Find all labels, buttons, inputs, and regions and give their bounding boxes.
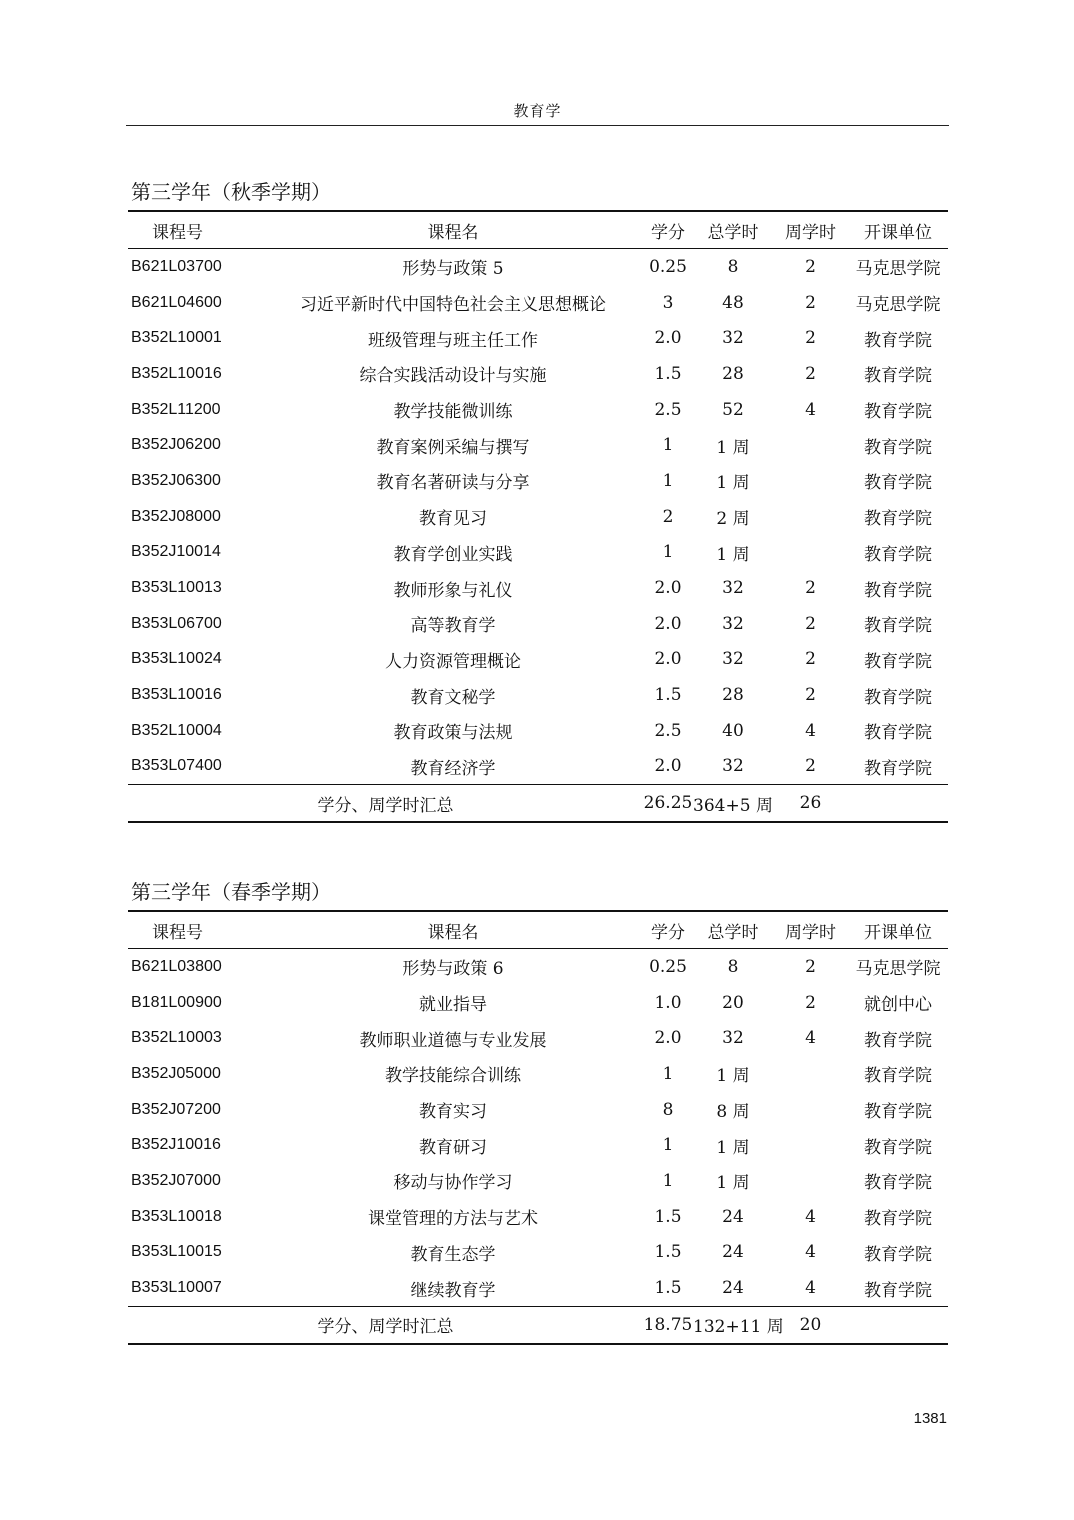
- cell-unit: 教育学院: [864, 509, 932, 530]
- table-body: [128, 949, 948, 1307]
- table-row: [128, 642, 948, 678]
- cell-weekly-hours: [773, 463, 848, 499]
- section-title: 第三学年（秋季学期）: [131, 180, 331, 204]
- cell-credit: 2: [662, 506, 674, 527]
- cell-credit: 1.0: [654, 992, 682, 1013]
- summary-row: [128, 785, 948, 822]
- cell-unit: 教育学院: [864, 651, 932, 672]
- table-row: [128, 1235, 948, 1271]
- cell-total-hours: 48: [722, 292, 744, 313]
- cell-course-code: B353L10016: [131, 686, 222, 704]
- cell-weekly-hours: [773, 1092, 848, 1128]
- cell-weekly-hours: 4: [805, 399, 816, 420]
- cell-weekly-hours: [773, 1127, 848, 1163]
- cell-total-hours: 8: [727, 956, 739, 977]
- cell-course-name: 教育政策与法规: [393, 723, 513, 744]
- cell-course-name: 教师形象与礼仪: [393, 580, 513, 601]
- cell-total-hours: 32: [722, 756, 744, 777]
- cell-credit: 1.5: [654, 1278, 682, 1299]
- cell-total-hours: 1 周: [716, 473, 750, 494]
- cell-total-hours: 1 周: [716, 1137, 750, 1158]
- cell-total-hours: 8 周: [716, 1102, 750, 1123]
- cell-weekly-hours: [773, 535, 848, 571]
- cell-credit: 1.5: [654, 1242, 682, 1263]
- table-row: [128, 1163, 948, 1199]
- column-header-credit: 学分: [643, 911, 693, 949]
- cell-course-name: 班级管理与班主任工作: [368, 330, 538, 351]
- table-row: [128, 1127, 948, 1163]
- cell-course-name: 教育实习: [419, 1102, 487, 1123]
- summary-credit: 26.25: [643, 785, 693, 822]
- cell-course-code: B181L00900: [131, 993, 222, 1011]
- cell-total-hours: 32: [722, 1028, 744, 1049]
- page-number: 1381: [913, 1410, 947, 1427]
- cell-unit: 马克思学院: [855, 295, 941, 316]
- cell-unit: 教育学院: [864, 616, 932, 637]
- cell-course-name: 形势与政策 5: [402, 259, 504, 280]
- column-header-name: 课程名: [263, 911, 643, 949]
- spring-semester-section: [128, 878, 948, 1345]
- cell-unit: 教育学院: [864, 1173, 932, 1194]
- cell-weekly-hours: 2: [805, 292, 816, 313]
- cell-total-hours: 1 周: [716, 1173, 750, 1194]
- cell-unit: 教育学院: [864, 1244, 932, 1265]
- cell-course-name: 教育文秘学: [410, 687, 496, 708]
- cell-course-name: 就业指导: [419, 995, 487, 1016]
- cell-total-hours: 28: [722, 363, 744, 384]
- cell-credit: 1: [662, 542, 674, 563]
- cell-total-hours: 20: [722, 992, 744, 1013]
- cell-course-name: 综合实践活动设计与实施: [359, 366, 547, 387]
- cell-credit: 2.0: [654, 613, 682, 634]
- cell-weekly-hours: 2: [805, 363, 816, 384]
- cell-weekly-hours: 4: [805, 1028, 816, 1049]
- cell-course-code: B353L10018: [131, 1207, 222, 1225]
- cell-course-code: B353L06700: [131, 614, 222, 632]
- table-row: [128, 1020, 948, 1056]
- cell-credit: 8: [662, 1099, 674, 1120]
- summary-unit: [848, 1306, 948, 1343]
- table-row: [128, 949, 948, 985]
- summary-total-hours: 364+5 周: [693, 785, 773, 822]
- cell-weekly-hours: 2: [805, 613, 816, 634]
- cell-unit: 马克思学院: [855, 259, 941, 280]
- cell-total-hours: 8: [727, 256, 739, 277]
- column-header-code: 课程号: [128, 911, 263, 949]
- cell-course-code: B352J07200: [131, 1100, 221, 1118]
- cell-total-hours: 32: [722, 613, 744, 634]
- section-title: 第三学年（春季学期）: [131, 880, 331, 904]
- table-row: [128, 499, 948, 535]
- cell-unit: 教育学院: [864, 1102, 932, 1123]
- summary-weekly-hours: 20: [773, 1306, 848, 1343]
- cell-weekly-hours: 2: [805, 992, 816, 1013]
- cell-course-name: 教育见习: [419, 509, 487, 530]
- summary-label: 学分、周学时汇总: [128, 785, 643, 822]
- cell-course-code: B352J08000: [131, 507, 221, 525]
- cell-credit: 1.5: [654, 685, 682, 706]
- column-header-name: 课程名: [263, 211, 643, 249]
- cell-course-name: 继续教育学: [410, 1280, 496, 1301]
- cell-course-code: B621L03700: [131, 257, 222, 275]
- cell-course-code: B352J05000: [131, 1064, 221, 1082]
- cell-weekly-hours: 4: [805, 1242, 816, 1263]
- cell-total-hours: 24: [722, 1206, 744, 1227]
- cell-unit: 教育学院: [864, 1030, 932, 1051]
- cell-weekly-hours: 2: [805, 649, 816, 670]
- cell-credit: 0.25: [649, 256, 687, 277]
- cell-total-hours: 40: [722, 720, 744, 741]
- table-row: [128, 985, 948, 1021]
- cell-total-hours: 32: [722, 649, 744, 670]
- cell-total-hours: 1 周: [716, 544, 750, 565]
- table-row: [128, 1056, 948, 1092]
- cell-total-hours: 2 周: [716, 509, 750, 530]
- cell-unit: 教育学院: [864, 1209, 932, 1230]
- course-table: [128, 210, 948, 823]
- table-body: [128, 249, 948, 785]
- cell-weekly-hours: 4: [805, 1206, 816, 1227]
- cell-credit: 2.0: [654, 649, 682, 670]
- cell-weekly-hours: 2: [805, 578, 816, 599]
- column-header-total-hours: 总学时: [693, 211, 773, 249]
- cell-unit: 教育学院: [864, 1280, 932, 1301]
- table-row: [128, 392, 948, 428]
- cell-course-code: B352J10016: [131, 1136, 221, 1154]
- cell-course-code: B621L04600: [131, 293, 222, 311]
- cell-course-name: 教师职业道德与专业发展: [359, 1030, 547, 1051]
- table-row: [128, 677, 948, 713]
- table-row: [128, 1270, 948, 1306]
- table-row: [128, 463, 948, 499]
- cell-credit: 2.0: [654, 756, 682, 777]
- cell-unit: 教育学院: [864, 330, 932, 351]
- cell-unit: 教育学院: [864, 1137, 932, 1158]
- cell-course-code: B352L10016: [131, 364, 222, 382]
- column-header-credit: 学分: [643, 211, 693, 249]
- summary-row: [128, 1306, 948, 1343]
- cell-course-name: 教育经济学: [410, 758, 496, 779]
- cell-unit: 马克思学院: [855, 959, 941, 980]
- cell-course-code: B352L10003: [131, 1029, 222, 1047]
- cell-weekly-hours: 4: [805, 720, 816, 741]
- cell-credit: 1.5: [654, 1206, 682, 1227]
- summary-weekly-hours: 26: [773, 785, 848, 822]
- cell-weekly-hours: 2: [805, 328, 816, 349]
- cell-course-name: 教育研习: [419, 1137, 487, 1158]
- cell-credit: 0.25: [649, 956, 687, 977]
- cell-unit: 教育学院: [864, 366, 932, 387]
- cell-credit: 1: [662, 1135, 674, 1156]
- cell-course-name: 高等教育学: [410, 616, 496, 637]
- cell-weekly-hours: 2: [805, 756, 816, 777]
- running-header: 教育学: [126, 100, 949, 126]
- cell-credit: 1: [662, 1063, 674, 1084]
- cell-weekly-hours: [773, 1163, 848, 1199]
- cell-course-name: 人力资源管理概论: [385, 651, 521, 672]
- cell-course-code: B353L10024: [131, 650, 222, 668]
- course-table: [128, 910, 948, 1345]
- cell-unit: 就创中心: [864, 995, 932, 1016]
- column-header-unit: 开课单位: [848, 911, 948, 949]
- cell-course-code: B621L03800: [131, 957, 222, 975]
- cell-total-hours: 32: [722, 328, 744, 349]
- cell-course-code: B352J06200: [131, 436, 221, 454]
- cell-credit: 2.0: [654, 328, 682, 349]
- cell-credit: 1: [662, 470, 674, 491]
- cell-total-hours: 24: [722, 1278, 744, 1299]
- table-row: [128, 570, 948, 606]
- cell-credit: 2.5: [654, 399, 682, 420]
- cell-credit: 2.0: [654, 1028, 682, 1049]
- cell-weekly-hours: 4: [805, 1278, 816, 1299]
- cell-course-name: 教学技能综合训练: [385, 1066, 521, 1087]
- cell-course-code: B353L07400: [131, 757, 222, 775]
- column-header-total-hours: 总学时: [693, 911, 773, 949]
- cell-course-code: B352J07000: [131, 1171, 221, 1189]
- cell-weekly-hours: 2: [805, 956, 816, 977]
- cell-course-code: B353L10007: [131, 1279, 222, 1297]
- table-row: [128, 1092, 948, 1128]
- table-row: [128, 1199, 948, 1235]
- summary-unit: [848, 785, 948, 822]
- cell-weekly-hours: 2: [805, 685, 816, 706]
- cell-unit: 教育学院: [864, 437, 932, 458]
- table-header-row: [128, 911, 948, 949]
- cell-course-name: 教育学创业实践: [393, 544, 513, 565]
- cell-total-hours: 1 周: [716, 1066, 750, 1087]
- cell-course-code: B353L10015: [131, 1243, 222, 1261]
- column-header-code: 课程号: [128, 211, 263, 249]
- column-header-unit: 开课单位: [848, 211, 948, 249]
- cell-course-name: 课堂管理的方法与艺术: [368, 1209, 538, 1230]
- cell-weekly-hours: 2: [805, 256, 816, 277]
- cell-credit: 1: [662, 1170, 674, 1191]
- cell-credit: 1: [662, 435, 674, 456]
- table-row: [128, 606, 948, 642]
- cell-credit: 3: [662, 292, 674, 313]
- cell-course-name: 习近平新时代中国特色社会主义思想概论: [300, 295, 606, 316]
- cell-unit: 教育学院: [864, 402, 932, 423]
- cell-credit: 2.5: [654, 720, 682, 741]
- cell-unit: 教育学院: [864, 580, 932, 601]
- cell-unit: 教育学院: [864, 544, 932, 565]
- cell-unit: 教育学院: [864, 473, 932, 494]
- cell-weekly-hours: [773, 499, 848, 535]
- table-header-row: [128, 211, 948, 249]
- table-row: [128, 749, 948, 785]
- autumn-semester-section: [128, 178, 948, 823]
- table-row: [128, 356, 948, 392]
- cell-credit: 1.5: [654, 363, 682, 384]
- cell-course-name: 教育案例采编与撰写: [376, 437, 530, 458]
- table-row: [128, 320, 948, 356]
- cell-total-hours: 32: [722, 578, 744, 599]
- cell-credit: 2.0: [654, 578, 682, 599]
- cell-unit: 教育学院: [864, 1066, 932, 1087]
- cell-total-hours: 24: [722, 1242, 744, 1263]
- table-row: [128, 535, 948, 571]
- cell-course-code: B353L10013: [131, 579, 222, 597]
- table-row: [128, 713, 948, 749]
- table-row: [128, 427, 948, 463]
- cell-course-name: 教学技能微训练: [393, 402, 513, 423]
- cell-weekly-hours: [773, 1056, 848, 1092]
- cell-course-code: B352L11200: [131, 400, 221, 418]
- summary-credit: 18.75: [643, 1306, 693, 1343]
- cell-unit: 教育学院: [864, 687, 932, 708]
- summary-label: 学分、周学时汇总: [128, 1306, 643, 1343]
- cell-unit: 教育学院: [864, 723, 932, 744]
- cell-weekly-hours: [773, 427, 848, 463]
- table-row: [128, 285, 948, 321]
- column-header-weekly-hours: 周学时: [773, 911, 848, 949]
- cell-course-name: 移动与协作学习: [393, 1173, 513, 1194]
- cell-unit: 教育学院: [864, 758, 932, 779]
- cell-course-name: 教育名著研读与分享: [376, 473, 530, 494]
- cell-course-code: B352J10014: [131, 543, 221, 561]
- table-row: [128, 249, 948, 285]
- column-header-weekly-hours: 周学时: [773, 211, 848, 249]
- cell-course-name: 形势与政策 6: [402, 959, 504, 980]
- cell-course-name: 教育生态学: [410, 1244, 496, 1265]
- cell-course-code: B352L10004: [131, 721, 222, 739]
- cell-total-hours: 52: [722, 399, 744, 420]
- cell-total-hours: 28: [722, 685, 744, 706]
- cell-course-code: B352L10001: [131, 329, 222, 347]
- summary-total-hours: 132+11 周: [693, 1306, 773, 1343]
- cell-course-code: B352J06300: [131, 471, 221, 489]
- cell-total-hours: 1 周: [716, 437, 750, 458]
